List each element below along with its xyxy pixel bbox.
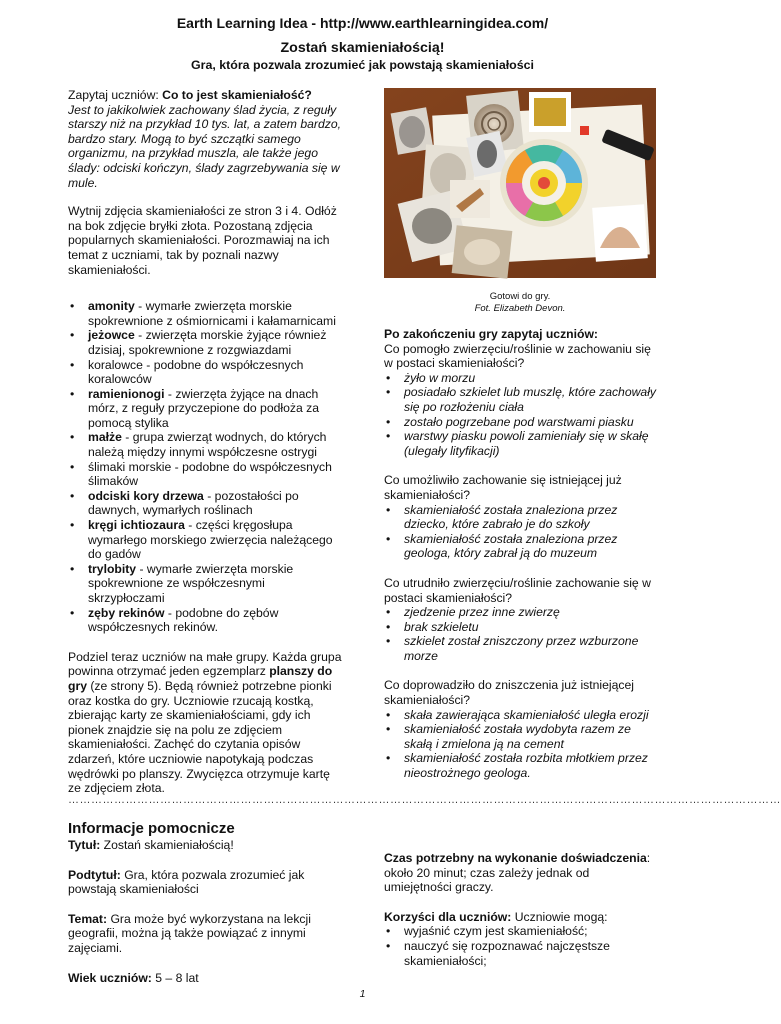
answers-4 [384, 708, 656, 781]
info-subtitle-line: Podtytuł: Gra, która pozwala zrozumieć jak powstają skamieniałości [68, 867, 305, 897]
benefits-list [384, 924, 656, 968]
list-item: • zjedzenie przez inne zwierzę [386, 605, 560, 620]
list-item: • skała zawierająca skamieniałość uległa erozji [386, 707, 649, 722]
question-4: Co doprowadziło do zniszczenia już istniejącej skamieniałości? [384, 678, 634, 708]
list-item: • szkielet został zniszczony przez wzburzone morze [386, 634, 639, 663]
intro-answer: Jest to jakikolwiek zachowany ślad życia, z reguły starszy niż na przykład 10 tys. lat, a zatem bardzo, bardzo stary. Mogą to być szczątki samego organizmu, na przykład muszla, ale także jego ślady: odciski kończyn, ślady zagrzebywania się w mule. [68, 102, 341, 190]
list-item: • skamieniałość została znaleziona przez geologa, który zabrał ją do muzeum [386, 531, 618, 561]
list-item: • wyjaśnić czym jest skamieniałość; [386, 924, 588, 939]
answers-2 [384, 503, 656, 561]
list-item: • skamieniałość została wydobyta razem ze skałą i zmielona ją na cement [386, 722, 631, 751]
list-item: • jeżowce - zwierzęta morskie żyjące również dzisiaj, spokrewnione z rozgwiazdami [70, 328, 327, 357]
list-item: • zostało pogrzebane pod warstwami piasku [386, 414, 634, 429]
right-column [384, 327, 656, 781]
list-item: • nauczyć się rozpoznawać najczęstsze skamieniałości; [386, 938, 610, 968]
info-age-line: Wiek uczniów: 5 – 8 lat [68, 970, 199, 985]
page-number: 1 [359, 988, 366, 1000]
info-right [384, 851, 656, 968]
list-item: • skamieniałość została znaleziona przez dziecko, które zabrało je do szkoły [386, 502, 618, 532]
intro-question [68, 88, 343, 103]
info-title-line: Tytuł: Zostań skamieniałością! [68, 838, 234, 852]
list-item: • posiadało szkielet lub muszlę, które zachowały się po rozłożeniu ciała [386, 385, 656, 414]
list-item: • amonity - wymarłe zwierzęta morskie spokrewnione z ośmiornicami i kałamarnicami [70, 299, 336, 328]
list-item: • koralowce - podobne do współczesnych koralowców [70, 357, 304, 387]
answers-3 [384, 605, 656, 663]
list-item: • kręgi ichtiozaura - części kręgosłupa wymarłego morskiego zwierzęcia należącego do gadów [70, 518, 333, 562]
site-header: Earth Learning Idea - http://www.earthlearningidea.com/ [176, 15, 549, 31]
question-3: Co utrudniło zwierzęciu/roślinie zachowanie się w postaci skamieniałości? [384, 575, 651, 605]
info-left [68, 838, 343, 985]
info-time-line: Czas potrzebny na wykonanie doświadczenia: około 20 minut; czas zależy jednak od umiejętności graczy. [384, 851, 651, 895]
board-game-photo-illustration [384, 88, 656, 278]
after-game-heading: Po zakończeniu gry zapytaj uczniów: [384, 327, 598, 341]
list-item: • ramienionogi - zwierzęta żyjące na dnach mórz, z reguły przyczepione do podłoża za pomocą stylika [70, 386, 320, 430]
list-item: • małże - grupa zwierząt wodnych, do których należą między innymi współczesne ostrygi [70, 430, 327, 460]
list-item: • brak szkieletu [386, 619, 479, 634]
page-title: Zostań skamieniałością! [280, 40, 445, 56]
info-topic-line: Temat: Gra może być wykorzystana na lekcji geografii, można ją także powiązać z innymi zajęciami. [68, 911, 311, 955]
list-item: • żyło w morzu [386, 370, 476, 385]
cut-photos-text: Wytnij zdjęcia skamieniałości ze stron 3 i 4. Odłóż na bok zdjęcie bryłki złota. Pozostaną zdjęcia popularnych skamieniałości. Porozmawiaj na ich temat z uczniami, tak by poznali nazwy skamieniałości. [68, 204, 337, 277]
dotted-divider: …………………………………………………………………………………………………………………………………………………………………… [68, 794, 781, 806]
fossil-list [68, 299, 343, 635]
question-1: Co pomogło zwierzęciu/roślinie w zachowaniu się w postaci skamieniałości? [384, 341, 651, 371]
list-item: • skamieniałość została rozbita młotkiem przez nieostrożnego geologa. [386, 751, 648, 781]
photo-caption [384, 291, 656, 315]
game-photo [384, 88, 656, 278]
info-benefits-line: Korzyści dla uczniów: Uczniowie mogą: [384, 909, 608, 924]
answers-1 [384, 371, 656, 459]
caption-line-1: Gotowi do gry. [489, 291, 551, 302]
list-item: • odciski kory drzewa - pozostałości po dawnych, wymarłych roślinach [70, 488, 299, 518]
question-2: Co umożliwiło zachowanie się istniejącej już skamieniałości? [384, 473, 622, 502]
left-column [68, 88, 343, 796]
play-instructions: Podziel teraz uczniów na małe grupy. Każda grupa powinna otrzymać jeden egzemplarz planszy do gry (ze strony 5). Będą również potrzebne pionki oraz kostka do gry. Uczniowie rzucają kostką, zbierając karty ze skamieniałościami, gdy ich pionek znajdzie się na polu ze zdjęciem skamieniałości. Zachęć do czytania opisów zdarzeń, które uczniowie napotykają podczas wędrówki po planszy. Zwycięzca otrzymuje kartę ze zdjęciem złota. [68, 649, 342, 796]
page-subtitle: Gra, która pozwala zrozumieć jak powstają skamieniałości [191, 58, 534, 72]
intro-question-bold: Co to jest skamieniałość? [162, 88, 312, 102]
info-heading: Informacje pomocnicze [68, 820, 235, 837]
intro-prefix: Zapytaj uczniów: [68, 88, 163, 102]
caption-credit: Fot. Elizabeth Devon. [474, 303, 566, 314]
list-item: • trylobity - wymarłe zwierzęta morskie spokrewnione ze współczesnymi skrzypłoczami [70, 561, 294, 605]
list-item: • zęby rekinów - podobne do zębów współczesnych rekinów. [70, 605, 279, 635]
list-item: • warstwy piasku powoli zamieniały się w skałę (ulegały lityfikacji) [386, 429, 649, 458]
list-item: • ślimaki morskie - podobne do współczesnych ślimaków [70, 459, 332, 489]
